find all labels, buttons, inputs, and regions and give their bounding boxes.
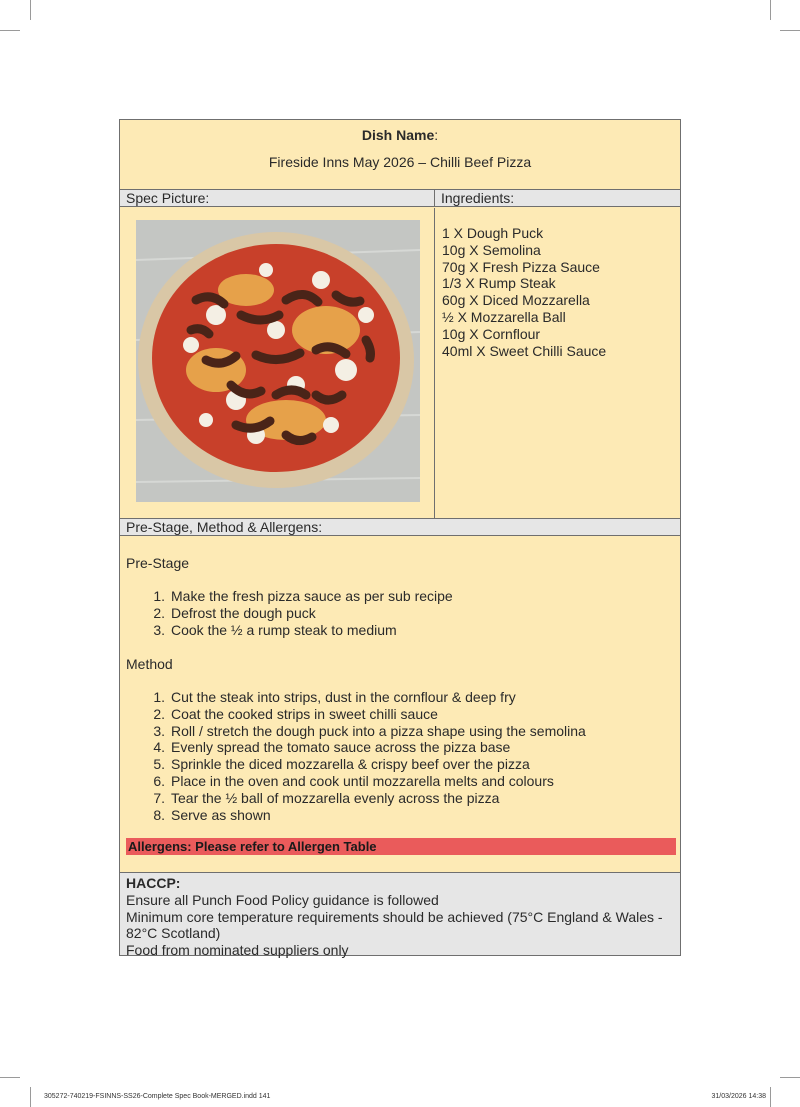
crop-mark xyxy=(30,0,31,20)
step-number: 2. xyxy=(153,604,165,621)
step-text: Roll / stretch the dough puck into a pizza shape using the semolina xyxy=(171,722,586,739)
method-step xyxy=(146,756,586,773)
step-number: 7. xyxy=(153,789,165,806)
haccp-section xyxy=(120,872,680,959)
step-number: 1. xyxy=(153,689,165,705)
dish-name-row xyxy=(120,120,680,190)
allergen-notice: Allergens: Please refer to Allergen Table xyxy=(126,838,676,855)
ingredient-item: 40ml X Sweet Chilli Sauce xyxy=(442,342,607,359)
spec-picture-header: Spec Picture: xyxy=(126,190,210,206)
ingredient-item: 1/3 X Rump Steak xyxy=(442,275,556,292)
dish-title: Fireside Inns May 2026 – Chilli Beef Pizza xyxy=(268,154,532,170)
step-text: Evenly spread the tomato sauce across the pizza base xyxy=(171,739,511,756)
method-step xyxy=(146,689,586,706)
spec-sheet xyxy=(119,119,681,959)
ingredient-item: 10g X Semolina xyxy=(442,241,541,258)
step-number: 5. xyxy=(153,756,165,773)
step-text: Defrost the dough puck xyxy=(171,604,316,621)
dish-name-heading: Dish Name xyxy=(361,127,435,143)
pizza-photo xyxy=(136,220,420,502)
ingredients-list xyxy=(442,225,606,359)
method-header-row xyxy=(120,519,680,536)
step-text: Place in the oven and cook until mozzarella melts and colours xyxy=(171,772,554,789)
step-number: 3. xyxy=(153,722,165,739)
crop-mark xyxy=(780,30,800,31)
ingredient-item: 60g X Diced Mozzarella xyxy=(442,292,590,309)
haccp-line: Minimum core temperature requirements should be achieved (75°C England & Wales - 82°C Scotland) xyxy=(126,908,663,942)
crop-mark xyxy=(30,1087,31,1107)
dish-name-colon: : xyxy=(434,127,439,143)
haccp-title: HACCP: xyxy=(126,875,181,891)
method-header: Pre-Stage, Method & Allergens: xyxy=(126,519,323,535)
method-section xyxy=(120,537,680,872)
footer-file-info: 305272-740219-FSINNS-SS26-Complete Spec Book-MERGED.indd 141 xyxy=(44,1093,271,1100)
pizza-illustration xyxy=(136,220,420,502)
method-step xyxy=(146,706,586,723)
footer-date: 31/03/2026 14:38 xyxy=(711,1093,766,1100)
step-text: Sprinkle the diced mozzarella & crispy beef over the pizza xyxy=(171,756,530,773)
prestage-step xyxy=(146,588,453,605)
step-number: 3. xyxy=(153,621,165,638)
method-list xyxy=(146,689,586,823)
ingredient-item: 1 X Dough Puck xyxy=(442,225,544,241)
crop-mark xyxy=(770,1087,771,1107)
ingredient-item: ½ X Mozzarella Ball xyxy=(442,308,566,325)
step-number: 2. xyxy=(153,705,165,722)
step-text: Coat the cooked strips in sweet chilli sauce xyxy=(171,705,438,722)
step-number: 8. xyxy=(153,806,165,823)
crop-mark xyxy=(770,0,771,20)
haccp-line: Food from nominated suppliers only xyxy=(126,942,349,959)
prestage-title: Pre-Stage xyxy=(126,555,190,571)
step-number: 6. xyxy=(153,772,165,789)
crop-mark xyxy=(0,30,20,31)
step-number: 1. xyxy=(153,588,165,604)
picture-ingredients-row xyxy=(120,208,680,519)
crop-mark xyxy=(0,1077,20,1078)
step-text: Tear the ½ ball of mozzarella evenly across the pizza xyxy=(171,789,500,806)
column-divider xyxy=(434,208,435,518)
crop-mark xyxy=(780,1077,800,1078)
dish-name-label xyxy=(120,127,680,143)
column-divider xyxy=(434,190,435,206)
method-step xyxy=(146,723,586,740)
method-step xyxy=(146,807,586,824)
prestage-list xyxy=(146,588,453,638)
haccp-line: Ensure all Punch Food Policy guidance is followed xyxy=(126,891,439,908)
method-step xyxy=(146,773,586,790)
method-title: Method xyxy=(126,656,173,672)
step-text: Cook the ½ a rump steak to medium xyxy=(171,621,397,638)
method-step xyxy=(146,739,586,756)
prestage-step xyxy=(146,622,453,639)
step-text: Cut the steak into strips, dust in the cornflour & deep fry xyxy=(171,689,516,705)
prestage-step xyxy=(146,605,453,622)
step-number: 4. xyxy=(153,739,165,756)
ingredient-item: 70g X Fresh Pizza Sauce xyxy=(442,258,600,275)
spec-header-row xyxy=(120,190,680,207)
method-step xyxy=(146,790,586,807)
step-text: Make the fresh pizza sauce as per sub recipe xyxy=(171,588,453,604)
ingredients-header: Ingredients: xyxy=(441,190,515,206)
ingredient-item: 10g X Cornflour xyxy=(442,325,541,342)
step-text: Serve as shown xyxy=(171,806,271,823)
